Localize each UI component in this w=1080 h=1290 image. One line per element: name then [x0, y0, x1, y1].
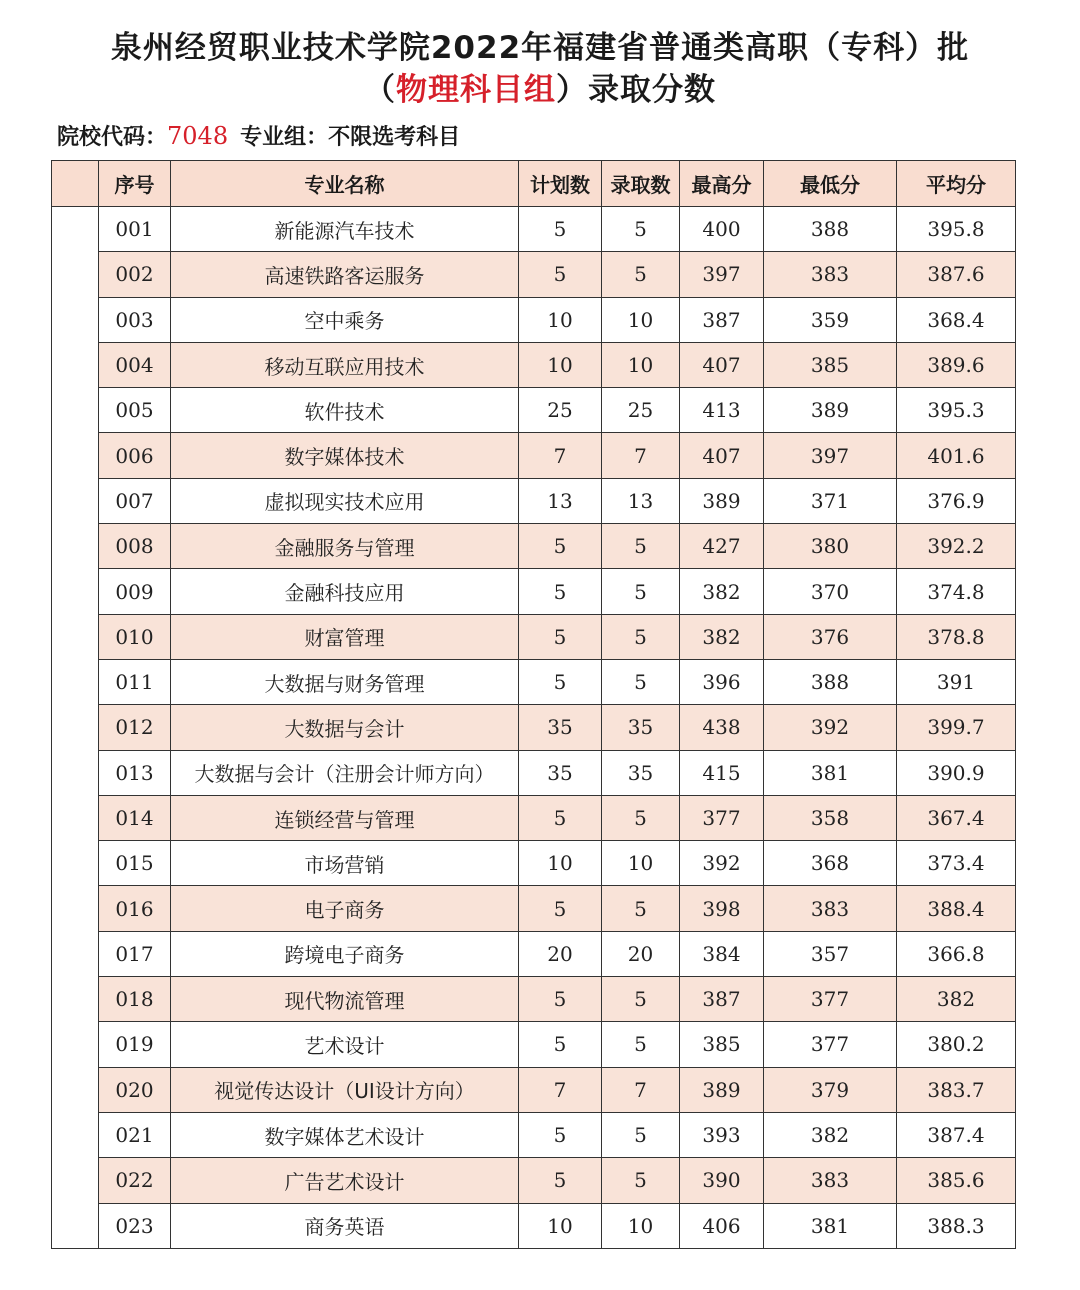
cell-avg-score: 401.6 [897, 433, 1016, 478]
cell-admitted-count: 5 [602, 1022, 680, 1067]
cell-min-score: 385 [764, 342, 897, 387]
cell-admitted-count: 5 [602, 524, 680, 569]
table-row [52, 1158, 1016, 1203]
cell-max-score: 438 [680, 705, 764, 750]
cell-avg-score: 378.8 [897, 614, 1016, 659]
cell-max-score: 384 [680, 931, 764, 976]
cell-max-score: 387 [680, 297, 764, 342]
cell-plan-count: 7 [519, 1067, 602, 1112]
cell-max-score: 377 [680, 795, 764, 840]
cell-index: 005 [99, 388, 171, 433]
table-row [52, 614, 1016, 659]
cell-avg-score: 366.8 [897, 931, 1016, 976]
table-row [52, 795, 1016, 840]
cell-major-name: 大数据与会计 [171, 705, 519, 750]
cell-min-score: 370 [764, 569, 897, 614]
cell-major-name: 高速铁路客运服务 [171, 252, 519, 297]
cell-plan-count: 5 [519, 1022, 602, 1067]
cell-major-name: 跨境电子商务 [171, 931, 519, 976]
cell-max-score: 389 [680, 478, 764, 523]
school-code-value: 7048 [167, 122, 229, 150]
cell-avg-score: 385.6 [897, 1158, 1016, 1203]
cell-admitted-count: 10 [602, 342, 680, 387]
title-line1-text: 泉州经贸职业技术学院2022年福建省普通类高职（专科）批 [110, 30, 970, 66]
cell-index: 022 [99, 1158, 171, 1203]
cell-plan-count: 35 [519, 705, 602, 750]
cell-min-score: 371 [764, 478, 897, 523]
table-row [52, 207, 1016, 252]
table-row [52, 433, 1016, 478]
cell-plan-count: 7 [519, 433, 602, 478]
table-row [52, 342, 1016, 387]
cell-major-name: 艺术设计 [171, 1022, 519, 1067]
header-major-name: 专业名称 [171, 161, 519, 207]
table-header-row [52, 161, 1016, 207]
cell-max-score: 392 [680, 841, 764, 886]
cell-plan-count: 5 [519, 977, 602, 1022]
header-avg-score: 平均分 [897, 161, 1016, 207]
cell-major-name: 市场营销 [171, 841, 519, 886]
cell-plan-count: 10 [519, 841, 602, 886]
cell-plan-count: 10 [519, 342, 602, 387]
cell-admitted-count: 5 [602, 659, 680, 704]
cell-major-name: 数字媒体艺术设计 [171, 1112, 519, 1157]
cell-admitted-count: 5 [602, 207, 680, 252]
cell-admitted-count: 5 [602, 252, 680, 297]
cell-admitted-count: 10 [602, 1203, 680, 1248]
cell-avg-score: 395.3 [897, 388, 1016, 433]
cell-admitted-count: 10 [602, 297, 680, 342]
school-meta [57, 120, 460, 151]
table-row [52, 1203, 1016, 1248]
cell-major-name: 连锁经营与管理 [171, 795, 519, 840]
cell-admitted-count: 35 [602, 705, 680, 750]
cell-admitted-count: 10 [602, 841, 680, 886]
cell-major-name: 视觉传达设计（UI设计方向） [171, 1067, 519, 1112]
cell-plan-count: 10 [519, 1203, 602, 1248]
group-side-cell [52, 207, 99, 1249]
cell-plan-count: 5 [519, 207, 602, 252]
cell-min-score: 388 [764, 659, 897, 704]
cell-plan-count: 5 [519, 524, 602, 569]
cell-min-score: 379 [764, 1067, 897, 1112]
cell-major-name: 广告艺术设计 [171, 1158, 519, 1203]
cell-major-name: 新能源汽车技术 [171, 207, 519, 252]
cell-index: 006 [99, 433, 171, 478]
cell-admitted-count: 5 [602, 614, 680, 659]
cell-avg-score: 387.4 [897, 1112, 1016, 1157]
cell-index: 010 [99, 614, 171, 659]
cell-plan-count: 5 [519, 614, 602, 659]
title-line2-open: （ [364, 72, 396, 108]
cell-min-score: 382 [764, 1112, 897, 1157]
admission-score-table [51, 160, 1016, 1249]
cell-min-score: 359 [764, 297, 897, 342]
header-index: 序号 [99, 161, 171, 207]
cell-avg-score: 368.4 [897, 297, 1016, 342]
table-row [52, 478, 1016, 523]
cell-min-score: 397 [764, 433, 897, 478]
cell-max-score: 397 [680, 252, 764, 297]
cell-admitted-count: 35 [602, 750, 680, 795]
cell-admitted-count: 5 [602, 569, 680, 614]
cell-plan-count: 5 [519, 1158, 602, 1203]
cell-major-name: 金融科技应用 [171, 569, 519, 614]
table-row [52, 297, 1016, 342]
cell-index: 014 [99, 795, 171, 840]
cell-min-score: 383 [764, 886, 897, 931]
cell-admitted-count: 5 [602, 1158, 680, 1203]
header-max-score: 最高分 [680, 161, 764, 207]
cell-plan-count: 25 [519, 388, 602, 433]
cell-max-score: 385 [680, 1022, 764, 1067]
cell-major-name: 虚拟现实技术应用 [171, 478, 519, 523]
cell-index: 013 [99, 750, 171, 795]
cell-avg-score: 376.9 [897, 478, 1016, 523]
cell-admitted-count: 25 [602, 388, 680, 433]
cell-min-score: 368 [764, 841, 897, 886]
table-row [52, 977, 1016, 1022]
cell-avg-score: 367.4 [897, 795, 1016, 840]
cell-min-score: 376 [764, 614, 897, 659]
cell-max-score: 382 [680, 614, 764, 659]
cell-min-score: 357 [764, 931, 897, 976]
cell-plan-count: 20 [519, 931, 602, 976]
cell-admitted-count: 5 [602, 1112, 680, 1157]
cell-plan-count: 10 [519, 297, 602, 342]
cell-min-score: 383 [764, 252, 897, 297]
cell-major-name: 软件技术 [171, 388, 519, 433]
cell-major-name: 大数据与财务管理 [171, 659, 519, 704]
header-min-score: 最低分 [764, 161, 897, 207]
cell-min-score: 381 [764, 1203, 897, 1248]
cell-avg-score: 390.9 [897, 750, 1016, 795]
cell-major-name: 商务英语 [171, 1203, 519, 1248]
cell-index: 018 [99, 977, 171, 1022]
cell-index: 003 [99, 297, 171, 342]
cell-avg-score: 383.7 [897, 1067, 1016, 1112]
cell-plan-count: 5 [519, 795, 602, 840]
major-group-value: 不限选考科目 [328, 125, 461, 150]
cell-index: 001 [99, 207, 171, 252]
cell-max-score: 387 [680, 977, 764, 1022]
cell-min-score: 383 [764, 1158, 897, 1203]
cell-min-score: 388 [764, 207, 897, 252]
cell-admitted-count: 5 [602, 886, 680, 931]
cell-avg-score: 392.2 [897, 524, 1016, 569]
cell-avg-score: 382 [897, 977, 1016, 1022]
table-row [52, 705, 1016, 750]
cell-admitted-count: 20 [602, 931, 680, 976]
header-side-cell [52, 161, 99, 207]
cell-min-score: 389 [764, 388, 897, 433]
cell-index: 021 [99, 1112, 171, 1157]
cell-avg-score: 387.6 [897, 252, 1016, 297]
table-row [52, 841, 1016, 886]
cell-max-score: 415 [680, 750, 764, 795]
cell-plan-count: 35 [519, 750, 602, 795]
cell-min-score: 381 [764, 750, 897, 795]
page-title-line1 [0, 22, 1080, 67]
cell-admitted-count: 7 [602, 433, 680, 478]
cell-max-score: 396 [680, 659, 764, 704]
cell-major-name: 空中乘务 [171, 297, 519, 342]
cell-max-score: 427 [680, 524, 764, 569]
cell-max-score: 382 [680, 569, 764, 614]
cell-index: 019 [99, 1022, 171, 1067]
cell-plan-count: 5 [519, 886, 602, 931]
cell-major-name: 金融服务与管理 [171, 524, 519, 569]
table-body [52, 207, 1016, 1249]
cell-max-score: 406 [680, 1203, 764, 1248]
cell-plan-count: 5 [519, 569, 602, 614]
table-row [52, 1112, 1016, 1157]
school-code-label: 院校代码： [57, 125, 168, 150]
cell-admitted-count: 13 [602, 478, 680, 523]
cell-index: 011 [99, 659, 171, 704]
cell-index: 020 [99, 1067, 171, 1112]
cell-avg-score: 388.3 [897, 1203, 1016, 1248]
cell-major-name: 电子商务 [171, 886, 519, 931]
cell-min-score: 392 [764, 705, 897, 750]
cell-avg-score: 389.6 [897, 342, 1016, 387]
cell-avg-score: 399.7 [897, 705, 1016, 750]
cell-avg-score: 391 [897, 659, 1016, 704]
cell-index: 008 [99, 524, 171, 569]
cell-index: 007 [99, 478, 171, 523]
cell-admitted-count: 5 [602, 977, 680, 1022]
cell-avg-score: 373.4 [897, 841, 1016, 886]
title-subject-group: 物理科目组 [396, 72, 556, 108]
cell-plan-count: 13 [519, 478, 602, 523]
cell-plan-count: 5 [519, 659, 602, 704]
cell-max-score: 390 [680, 1158, 764, 1203]
page-title-line2 [0, 64, 1080, 109]
table-row [52, 659, 1016, 704]
cell-major-name: 财富管理 [171, 614, 519, 659]
cell-index: 017 [99, 931, 171, 976]
table-row [52, 569, 1016, 614]
cell-max-score: 389 [680, 1067, 764, 1112]
cell-plan-count: 5 [519, 252, 602, 297]
cell-min-score: 377 [764, 977, 897, 1022]
major-group-label: 专业组： [240, 125, 329, 150]
cell-avg-score: 380.2 [897, 1022, 1016, 1067]
cell-major-name: 现代物流管理 [171, 977, 519, 1022]
cell-index: 002 [99, 252, 171, 297]
cell-min-score: 358 [764, 795, 897, 840]
cell-max-score: 398 [680, 886, 764, 931]
cell-max-score: 400 [680, 207, 764, 252]
cell-min-score: 377 [764, 1022, 897, 1067]
cell-index: 016 [99, 886, 171, 931]
cell-max-score: 413 [680, 388, 764, 433]
header-plan-count: 计划数 [519, 161, 602, 207]
cell-max-score: 393 [680, 1112, 764, 1157]
cell-min-score: 380 [764, 524, 897, 569]
table-row [52, 388, 1016, 433]
table-row [52, 1067, 1016, 1112]
title-line2-close: ）录取分数 [556, 72, 716, 108]
table-row [52, 931, 1016, 976]
table-row [52, 524, 1016, 569]
cell-major-name: 移动互联应用技术 [171, 342, 519, 387]
table-row [52, 750, 1016, 795]
cell-plan-count: 5 [519, 1112, 602, 1157]
cell-major-name: 数字媒体技术 [171, 433, 519, 478]
cell-index: 009 [99, 569, 171, 614]
table-row [52, 252, 1016, 297]
cell-avg-score: 388.4 [897, 886, 1016, 931]
table-row [52, 886, 1016, 931]
cell-index: 015 [99, 841, 171, 886]
header-admitted-count: 录取数 [602, 161, 680, 207]
cell-max-score: 407 [680, 433, 764, 478]
table-row [52, 1022, 1016, 1067]
cell-index: 023 [99, 1203, 171, 1248]
cell-index: 004 [99, 342, 171, 387]
cell-avg-score: 395.8 [897, 207, 1016, 252]
cell-index: 012 [99, 705, 171, 750]
cell-avg-score: 374.8 [897, 569, 1016, 614]
cell-admitted-count: 5 [602, 795, 680, 840]
cell-major-name: 大数据与会计（注册会计师方向） [171, 750, 519, 795]
cell-admitted-count: 7 [602, 1067, 680, 1112]
cell-max-score: 407 [680, 342, 764, 387]
